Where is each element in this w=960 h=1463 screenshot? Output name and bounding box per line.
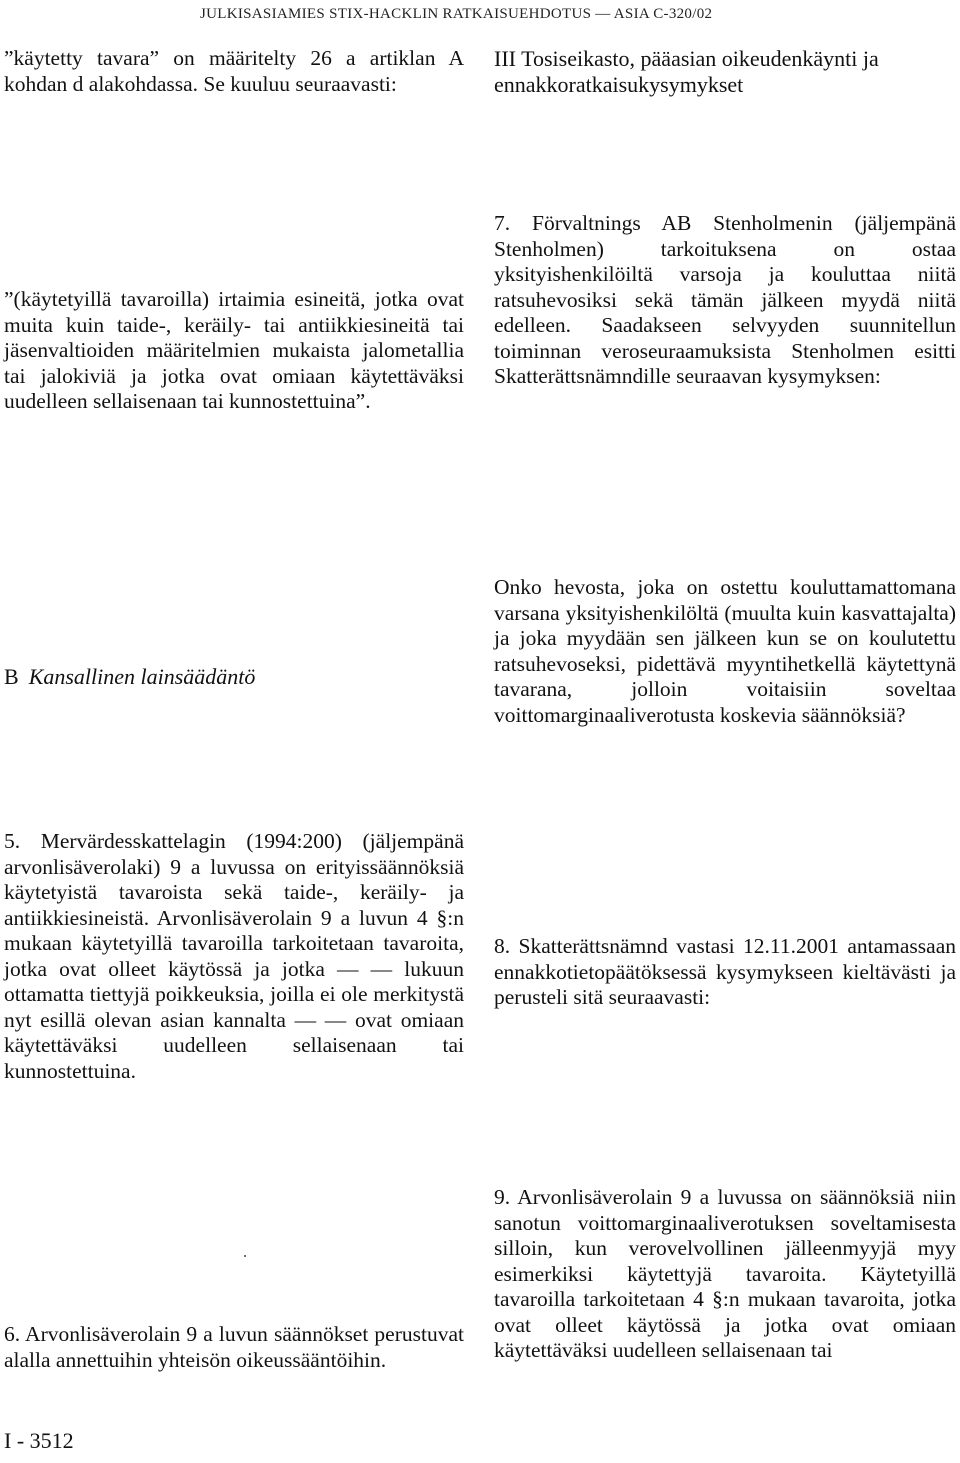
section-iii-heading: III Tosiseikasto, pääasian oikeudenkäynti ja ennakkoratkaisukysymykset bbox=[494, 46, 879, 97]
definition-quote: ”(käytetyillä tavaroilla) irtaimia esineitä, jotka ovat muita kuin taide-, keräily- tai antiikkiesineitä tai jäsenvaltioiden määritelmien mukaista jalometallia tai jalokiviä ja jotka ovat omiaan käytettäväksi uudelleen sellaisenaan tai kunnostettuina”. bbox=[4, 287, 464, 413]
section-b-heading bbox=[4, 664, 255, 690]
section-b-letter: B bbox=[4, 664, 19, 689]
paragraph-9: 9. Arvonlisäverolain 9 a luvussa on säännöksiä niin sanotun voittomarginaaliverotuksen soveltamisesta silloin, kun verovelvollinen jälleenmyyjä myy esimerkiksi käytettyjä tavaroita. Käytetyillä tavaroilla tarkoitetaan 4 §:n mukaan tavaroita, jotka ovat olleet käytössä ja jotka ovat omiaan käytettäväksi uudelleen sellaisenaan tai bbox=[494, 1185, 956, 1362]
stray-dot bbox=[244, 1255, 246, 1257]
section-b-title: Kansallinen lainsäädäntö bbox=[28, 664, 256, 689]
paragraph-8: 8. Skatterättsnämnd vastasi 12.11.2001 antamassaan ennakkotietopäätöksessä kysymykseen kieltävästi ja perusteli sitä seuraavasti: bbox=[494, 934, 956, 1009]
page-number: I - 3512 bbox=[4, 1428, 74, 1453]
paragraph-5: 5. Mervärdesskattelagin (1994:200) (jäljempänä arvonlisäverolaki) 9 a luvussa on erityissäännöksiä käytetyistä tavaroista sekä taide-, keräily- ja antiikkiesineistä. Arvonlisäverolain 9 a luvun 4 §:n mukaan käytetyillä tavaroilla tarkoitetaan tavaroita, jotka ovat olleet käytössä ja jotka — — lukuun ottamatta tiettyjä poikkeuksia, joilla ei ole merkitystä nyt esillä olevan asian kannalta — — ovat omiaan käytettäväksi uudelleen sellaisenaan tai kunnostettuina. bbox=[4, 829, 464, 1083]
intro-paragraph: ”käytetty tavara” on määritelty 26 a artiklan A kohdan d alakohdassa. Se kuuluu seuraavasti: bbox=[4, 46, 464, 96]
running-header: JULKISASIAMIES STIX-HACKLIN RATKAISUEHDOTUS — ASIA C-320/02 bbox=[200, 6, 713, 22]
paragraph-6: 6. Arvonlisäverolain 9 a luvun säännökset perustuvat alalla annettuihin yhteisön oikeussääntöihin. bbox=[4, 1322, 464, 1372]
question-paragraph: Onko hevosta, joka on ostettu kouluttamattomana varsana yksityishenkilöltä (muulta kuin kasvattajalta) ja joka myydään sen jälkeen kun se on koulutettu ratsuhevoseksi, pidettävä myyntihetkellä käytettynä tavarana, jolloin voitaisiin soveltaa voittomarginaaliverotusta koskevia säännöksiä? bbox=[494, 575, 956, 727]
paragraph-7: 7. Förvaltnings AB Stenholmenin (jäljempänä Stenholmen) tarkoituksena on ostaa yksityishenkilöiltä varsoja ja kouluttaa niitä ratsuhevosiksi sekä tämän jälkeen myydä niitä edelleen. Saadakseen selvyyden suunnitellun toiminnan veroseuraamuksista Stenholmen esitti Skatterättsnämndille seuraavan kysymyksen: bbox=[494, 211, 956, 388]
